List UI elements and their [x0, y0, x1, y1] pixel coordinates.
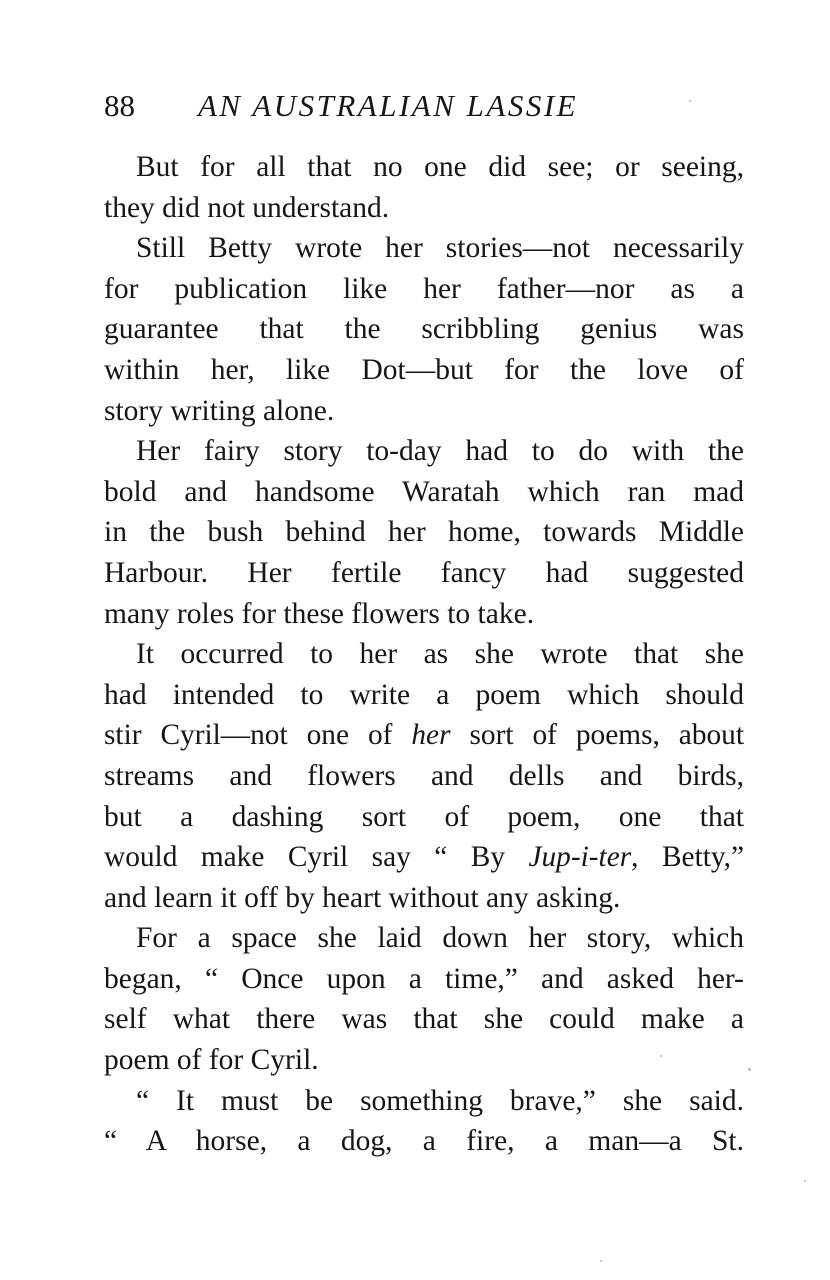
paragraph — [104, 634, 744, 918]
text-run: But for all that no one did see; or seeing, — [136, 151, 744, 183]
text-line — [104, 918, 744, 959]
page-number: 88 — [104, 88, 135, 123]
text-line — [104, 269, 744, 310]
text-line — [104, 553, 744, 594]
body-text — [104, 147, 744, 1162]
text-line — [104, 431, 744, 472]
text-line — [104, 391, 744, 432]
text-line — [104, 309, 744, 350]
text-line — [104, 147, 744, 188]
text-run: had intended to write a poem which should — [104, 678, 744, 711]
paper-speck — [660, 1055, 662, 1057]
text-run: It occurred to her as she wrote that she — [136, 638, 744, 671]
text-run: for publication like her father—nor as a — [104, 272, 744, 305]
text-run: in the bush behind her home, towards Middle — [104, 516, 744, 549]
text-run: poem of for Cyril. — [104, 1044, 319, 1077]
running-head — [104, 86, 744, 126]
text-line — [104, 228, 744, 269]
text-line — [104, 512, 744, 553]
text-run: “ A horse, a dog, a fire, a man—a St. — [104, 1125, 744, 1158]
paper-speck — [804, 1180, 806, 1182]
text-run: Still Betty wrote her stories—not necessarily — [136, 232, 744, 265]
text-run: began, “ Once upon a time,” and asked her- — [104, 962, 744, 995]
running-title: AN AUSTRALIAN LASSIE — [198, 88, 579, 123]
text-line — [104, 797, 744, 838]
text-run: and learn it off by heart without any asking. — [104, 881, 621, 914]
text-line — [104, 756, 744, 797]
text-run: story writing alone. — [104, 394, 335, 427]
text-run: , Betty,” — [631, 841, 744, 874]
paragraph — [104, 431, 744, 634]
text-line — [104, 1121, 744, 1162]
text-run: bold and handsome Waratah which ran mad — [104, 475, 744, 508]
text-run: For a space she laid down her story, which — [136, 922, 744, 955]
text-run: within her, like Dot—but for the love of — [104, 353, 744, 386]
paragraph — [104, 1081, 744, 1162]
paragraph — [104, 228, 744, 431]
paragraph — [104, 147, 744, 228]
italic-text: Jup-i-ter — [528, 841, 632, 874]
text-run: “ It must be something brave,” she said. — [136, 1084, 744, 1117]
text-run: stir Cyril—not one of — [104, 719, 412, 752]
text-line — [104, 188, 744, 229]
text-line — [104, 715, 744, 756]
italic-text: her — [411, 719, 451, 752]
text-run: guarantee that the scribbling genius was — [104, 313, 744, 346]
text-line — [104, 837, 744, 878]
text-line — [104, 999, 744, 1040]
text-line — [104, 959, 744, 1000]
text-run: would make Cyril say “ By — [104, 841, 529, 874]
paper-speck — [748, 1068, 751, 1071]
paper-speck — [600, 1260, 602, 1262]
text-run: many roles for these flowers to take. — [104, 597, 535, 630]
text-line — [104, 1081, 744, 1122]
text-run: but a dashing sort of poem, one that — [104, 800, 744, 833]
text-run: they did not understand. — [104, 191, 390, 224]
text-line — [104, 675, 744, 716]
text-run: streams and flowers and dells and birds, — [104, 759, 744, 792]
text-line — [104, 472, 744, 513]
text-line — [104, 634, 744, 675]
text-line — [104, 350, 744, 391]
text-line — [104, 594, 744, 635]
text-run: Her fairy story to-day had to do with the — [136, 435, 744, 468]
paper-speck — [689, 100, 691, 102]
paragraph — [104, 918, 744, 1080]
text-run: sort of poems, about — [450, 719, 744, 752]
text-run: Harbour. Her fertile fancy had suggested — [104, 556, 744, 589]
text-line — [104, 878, 744, 919]
text-line — [104, 1040, 744, 1081]
text-run: self what there was that she could make a — [104, 1003, 744, 1036]
